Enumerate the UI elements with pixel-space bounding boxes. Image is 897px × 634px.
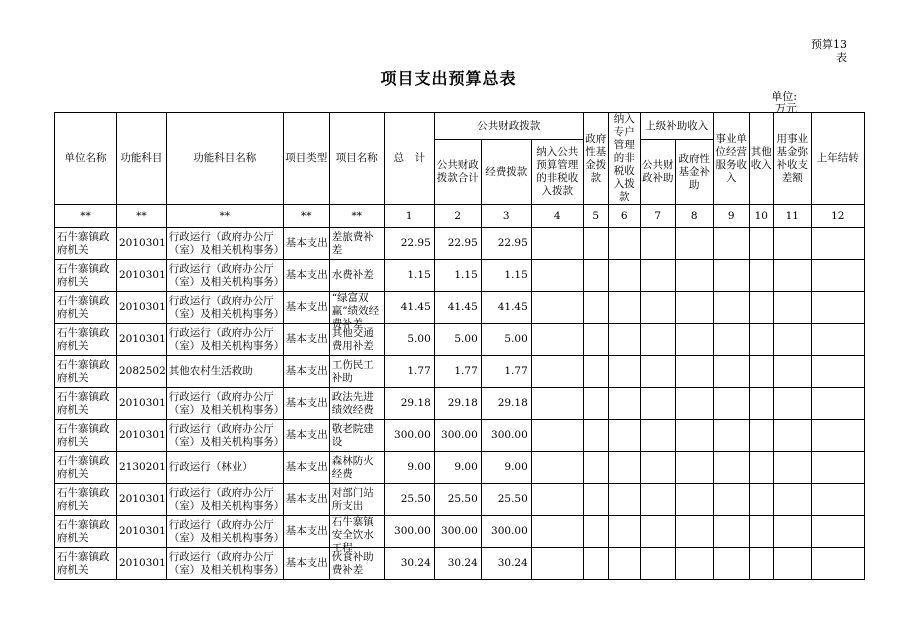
empty-cell	[675, 356, 713, 388]
index-cell: 12	[811, 205, 864, 228]
header-nontax: 纳入公共预算管理的非税收入拨款	[531, 140, 583, 205]
cell-total: 5.00	[384, 324, 434, 356]
cell-unit-name: 石牛寨镇政府机关	[55, 516, 117, 548]
cell-func-name: 行政运行（政府办公厅（室）及相关机构事务）	[166, 324, 283, 356]
empty-cell	[713, 484, 749, 516]
empty-cell	[608, 420, 640, 452]
index-row	[55, 205, 865, 228]
header-unit-name: 单位名称	[55, 113, 117, 205]
index-cell: **	[166, 205, 283, 228]
cell-pf-total: 300.00	[434, 516, 481, 548]
cell-pf-total: 25.50	[434, 484, 481, 516]
empty-cell	[608, 548, 640, 580]
empty-cell	[675, 388, 713, 420]
empty-cell	[531, 420, 583, 452]
index-cell: **	[117, 205, 167, 228]
table-row	[55, 228, 865, 260]
cell-total: 41.45	[384, 292, 434, 324]
cell-proj-name: 森林防火经费	[329, 452, 384, 484]
cell-func-name: 行政运行（政府办公厅（室）及相关机构事务）	[166, 260, 283, 292]
empty-cell	[675, 292, 713, 324]
cell-total: 30.24	[384, 548, 434, 580]
empty-cell	[675, 484, 713, 516]
empty-cell	[583, 452, 608, 484]
cell-funding: 1.15	[481, 260, 531, 292]
empty-cell	[531, 228, 583, 260]
empty-cell	[749, 388, 773, 420]
cell-proj-type: 基本支出	[283, 228, 329, 260]
empty-cell	[531, 516, 583, 548]
header-gov-fund: 政府性基金拨款	[583, 113, 608, 205]
empty-cell	[713, 420, 749, 452]
cell-pf-total: 5.00	[434, 324, 481, 356]
empty-cell	[749, 228, 773, 260]
cell-func-code: 2010301	[117, 388, 167, 420]
index-cell: 9	[713, 205, 749, 228]
empty-cell	[531, 356, 583, 388]
index-cell: 3	[481, 205, 531, 228]
header-public-finance: 公共财政拨款	[434, 113, 583, 140]
cell-unit-name: 石牛寨镇政府机关	[55, 292, 117, 324]
empty-cell	[640, 292, 675, 324]
empty-cell	[773, 324, 811, 356]
cell-func-code: 2010301	[117, 484, 167, 516]
empty-cell	[675, 420, 713, 452]
page-title: 项目支出预算总表	[380, 69, 517, 88]
empty-cell	[583, 292, 608, 324]
empty-cell	[811, 420, 864, 452]
empty-cell	[749, 452, 773, 484]
unit-value: 万元	[775, 102, 797, 115]
index-cell: **	[55, 205, 117, 228]
empty-cell	[583, 324, 608, 356]
cell-func-code: 2010301	[117, 548, 167, 580]
empty-cell	[531, 324, 583, 356]
empty-cell	[583, 484, 608, 516]
header-other: 其他收入	[749, 113, 773, 205]
cell-unit-name: 石牛寨镇政府机关	[55, 324, 117, 356]
empty-cell	[640, 260, 675, 292]
header-proj-type: 项目类型	[283, 113, 329, 205]
cell-total: 25.50	[384, 484, 434, 516]
cell-funding: 5.00	[481, 324, 531, 356]
cell-unit-name: 石牛寨镇政府机关	[55, 260, 117, 292]
cell-funding: 1.77	[481, 356, 531, 388]
empty-cell	[811, 548, 864, 580]
cell-proj-type: 基本支出	[283, 292, 329, 324]
empty-cell	[811, 228, 864, 260]
empty-cell	[773, 356, 811, 388]
table-row	[55, 292, 865, 324]
empty-cell	[583, 548, 608, 580]
header-carryover: 上年结转	[811, 113, 864, 205]
empty-cell	[713, 324, 749, 356]
empty-cell	[713, 292, 749, 324]
cell-funding: 29.18	[481, 388, 531, 420]
empty-cell	[773, 388, 811, 420]
empty-cell	[675, 452, 713, 484]
cell-proj-type: 基本支出	[283, 548, 329, 580]
empty-cell	[583, 260, 608, 292]
cell-func-name: 行政运行（政府办公厅（室）及相关机构事务）	[166, 388, 283, 420]
cell-proj-type: 基本支出	[283, 356, 329, 388]
header-sup-public: 公共财政补助	[640, 140, 675, 205]
cell-func-name: 行政运行（政府办公厅（室）及相关机构事务）	[166, 292, 283, 324]
cell-funding: 300.00	[481, 516, 531, 548]
cell-func-code: 2130201	[117, 452, 167, 484]
empty-cell	[608, 260, 640, 292]
cell-funding: 9.00	[481, 452, 531, 484]
header-special-nontax: 纳入专户管理的非税收入拨款	[608, 113, 640, 205]
empty-cell	[773, 516, 811, 548]
budget-table	[54, 112, 865, 580]
empty-cell	[583, 228, 608, 260]
table-row	[55, 260, 865, 292]
cell-proj-type: 基本支出	[283, 516, 329, 548]
cell-proj-type: 基本支出	[283, 420, 329, 452]
cell-proj-type: 基本支出	[283, 484, 329, 516]
empty-cell	[640, 356, 675, 388]
index-cell: 6	[608, 205, 640, 228]
empty-cell	[749, 516, 773, 548]
header-func-name: 功能科目名称	[166, 113, 283, 205]
cell-proj-name: 伙食补助费补差	[329, 548, 384, 580]
cell-func-code: 2010301	[117, 292, 167, 324]
empty-cell	[749, 548, 773, 580]
header-total: 总 计	[384, 113, 434, 205]
empty-cell	[583, 356, 608, 388]
empty-cell	[773, 548, 811, 580]
empty-cell	[531, 452, 583, 484]
cell-total: 300.00	[384, 420, 434, 452]
cell-total: 1.77	[384, 356, 434, 388]
header-business: 事业单位经营服务收入	[713, 113, 749, 205]
cell-funding: 300.00	[481, 420, 531, 452]
table-row	[55, 356, 865, 388]
cell-funding: 25.50	[481, 484, 531, 516]
empty-cell	[713, 228, 749, 260]
header-func-code: 功能科目	[117, 113, 167, 205]
cell-func-code: 2010301	[117, 228, 167, 260]
cell-func-code: 2082502	[117, 356, 167, 388]
cell-func-code: 2010301	[117, 260, 167, 292]
cell-proj-type: 基本支出	[283, 452, 329, 484]
index-cell: 4	[531, 205, 583, 228]
empty-cell	[531, 484, 583, 516]
cell-pf-total: 300.00	[434, 420, 481, 452]
empty-cell	[773, 452, 811, 484]
cell-unit-name: 石牛寨镇政府机关	[55, 388, 117, 420]
cell-func-name: 行政运行（政府办公厅（室）及相关机构事务）	[166, 484, 283, 516]
empty-cell	[640, 484, 675, 516]
cell-funding: 30.24	[481, 548, 531, 580]
empty-cell	[608, 356, 640, 388]
index-cell: 5	[583, 205, 608, 228]
empty-cell	[640, 324, 675, 356]
cell-pf-total: 41.45	[434, 292, 481, 324]
empty-cell	[531, 548, 583, 580]
empty-cell	[608, 228, 640, 260]
cell-proj-type: 基本支出	[283, 324, 329, 356]
empty-cell	[713, 356, 749, 388]
empty-cell	[583, 388, 608, 420]
table-row	[55, 484, 865, 516]
empty-cell	[640, 548, 675, 580]
cell-proj-name: 政法先进绩效经费	[329, 388, 384, 420]
cell-funding: 41.45	[481, 292, 531, 324]
index-cell: **	[329, 205, 384, 228]
empty-cell	[749, 420, 773, 452]
cell-func-code: 2010301	[117, 516, 167, 548]
empty-cell	[608, 324, 640, 356]
cell-total: 22.95	[384, 228, 434, 260]
index-cell: 7	[640, 205, 675, 228]
empty-cell	[608, 388, 640, 420]
cell-func-name: 行政运行（政府办公厅（室）及相关机构事务）	[166, 516, 283, 548]
cell-pf-total: 1.15	[434, 260, 481, 292]
cell-func-name: 行政运行（政府办公厅（室）及相关机构事务）	[166, 228, 283, 260]
empty-cell	[713, 452, 749, 484]
header-sup-gov: 政府性基金补助	[675, 140, 713, 205]
cell-pf-total: 22.95	[434, 228, 481, 260]
cell-proj-name: 差旅费补差	[329, 228, 384, 260]
header-superior: 上级补助收入	[640, 113, 713, 140]
form-code-suffix: 表	[836, 51, 847, 64]
empty-cell	[749, 260, 773, 292]
cell-total: 300.00	[384, 516, 434, 548]
cell-func-code: 2010301	[117, 420, 167, 452]
cell-proj-name: 石牛寨镇安全饮水工程	[329, 516, 384, 548]
empty-cell	[640, 420, 675, 452]
empty-cell	[640, 228, 675, 260]
cell-func-name: 行政运行（政府办公厅（室）及相关机构事务）	[166, 420, 283, 452]
empty-cell	[675, 324, 713, 356]
cell-unit-name: 石牛寨镇政府机关	[55, 420, 117, 452]
cell-proj-type: 基本支出	[283, 260, 329, 292]
empty-cell	[773, 292, 811, 324]
cell-pf-total: 30.24	[434, 548, 481, 580]
table-row	[55, 388, 865, 420]
empty-cell	[811, 516, 864, 548]
table-row	[55, 324, 865, 356]
cell-proj-name: 其他交通费用补差	[329, 324, 384, 356]
cell-proj-name: 敬老院建设	[329, 420, 384, 452]
empty-cell	[675, 260, 713, 292]
empty-cell	[811, 484, 864, 516]
empty-cell	[531, 388, 583, 420]
empty-cell	[675, 228, 713, 260]
empty-cell	[640, 388, 675, 420]
empty-cell	[773, 260, 811, 292]
index-cell: 11	[773, 205, 811, 228]
empty-cell	[773, 420, 811, 452]
empty-cell	[811, 388, 864, 420]
empty-cell	[749, 484, 773, 516]
table-row	[55, 420, 865, 452]
empty-cell	[640, 452, 675, 484]
cell-proj-name: 水费补差	[329, 260, 384, 292]
cell-unit-name: 石牛寨镇政府机关	[55, 228, 117, 260]
empty-cell	[675, 516, 713, 548]
header-fund-deficit: 用事业基金弥补收支差额	[773, 113, 811, 205]
empty-cell	[608, 452, 640, 484]
empty-cell	[608, 484, 640, 516]
cell-func-name: 行政运行（政府办公厅（室）及相关机构事务）	[166, 548, 283, 580]
empty-cell	[749, 292, 773, 324]
empty-cell	[608, 516, 640, 548]
empty-cell	[811, 260, 864, 292]
cell-func-name: 其他农村生活救助	[166, 356, 283, 388]
empty-cell	[608, 292, 640, 324]
cell-func-code: 2010301	[117, 324, 167, 356]
index-cell: 1	[384, 205, 434, 228]
empty-cell	[811, 292, 864, 324]
empty-cell	[713, 388, 749, 420]
index-cell: **	[283, 205, 329, 228]
table-row	[55, 548, 865, 580]
empty-cell	[583, 420, 608, 452]
header-pf-total: 公共财政拨款合计	[434, 140, 481, 205]
empty-cell	[675, 548, 713, 580]
cell-pf-total: 1.77	[434, 356, 481, 388]
index-cell: 8	[675, 205, 713, 228]
empty-cell	[749, 356, 773, 388]
cell-proj-name: “绿富双赢”绩效经费补差	[329, 292, 384, 324]
empty-cell	[811, 324, 864, 356]
empty-cell	[773, 484, 811, 516]
cell-proj-type: 基本支出	[283, 388, 329, 420]
empty-cell	[811, 356, 864, 388]
cell-unit-name: 石牛寨镇政府机关	[55, 452, 117, 484]
table-row	[55, 516, 865, 548]
cell-proj-name: 工伤民工补助	[329, 356, 384, 388]
cell-total: 29.18	[384, 388, 434, 420]
cell-unit-name: 石牛寨镇政府机关	[55, 548, 117, 580]
index-cell: 10	[749, 205, 773, 228]
empty-cell	[640, 516, 675, 548]
cell-unit-name: 石牛寨镇政府机关	[55, 484, 117, 516]
cell-unit-name: 石牛寨镇政府机关	[55, 356, 117, 388]
form-code: 预算13	[811, 38, 847, 51]
index-cell: 2	[434, 205, 481, 228]
header-funding: 经费拨款	[481, 140, 531, 205]
cell-func-name: 行政运行（林业）	[166, 452, 283, 484]
empty-cell	[713, 548, 749, 580]
table-row	[55, 452, 865, 484]
empty-cell	[713, 260, 749, 292]
cell-total: 1.15	[384, 260, 434, 292]
cell-total: 9.00	[384, 452, 434, 484]
cell-funding: 22.95	[481, 228, 531, 260]
empty-cell	[583, 516, 608, 548]
empty-cell	[749, 324, 773, 356]
empty-cell	[713, 516, 749, 548]
empty-cell	[531, 260, 583, 292]
unit-label: 单位:	[771, 90, 797, 103]
empty-cell	[773, 228, 811, 260]
header-proj-name: 项目名称	[329, 113, 384, 205]
empty-cell	[811, 452, 864, 484]
cell-proj-name: 对部门站所支出	[329, 484, 384, 516]
empty-cell	[531, 292, 583, 324]
cell-pf-total: 9.00	[434, 452, 481, 484]
cell-pf-total: 29.18	[434, 388, 481, 420]
